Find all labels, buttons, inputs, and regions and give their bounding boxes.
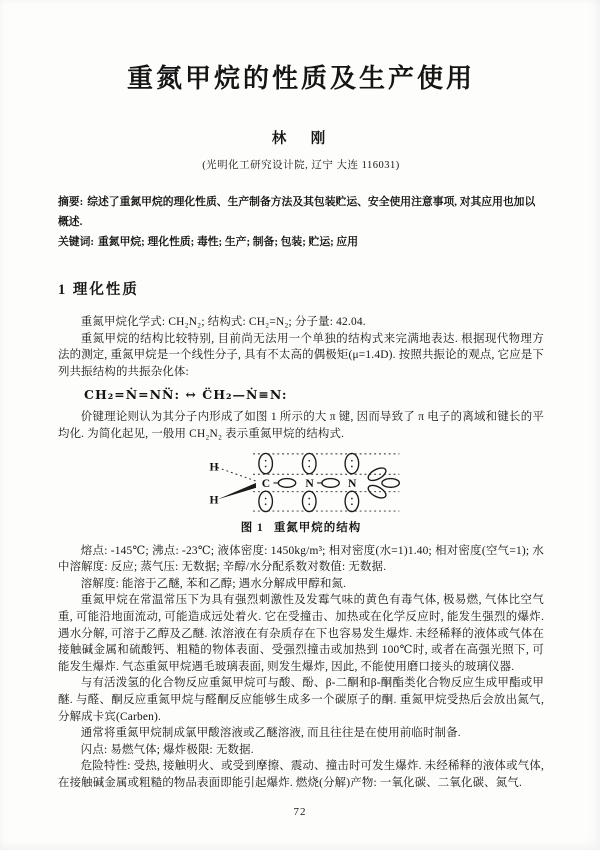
p-lobe-n1-up [302, 453, 316, 473]
paragraph-reactions: 与有活泼氢的化合物反应重氮甲烷可与酸、酚、β-二酮和β-酮酯类化合物反应生成甲酯或甲醚. 与醛、酮反应重氮甲烷与醛酮反应能够生成多一个碳原子的酮. 重氮甲烷受热后会放出氮气, 分解成卡宾(Carben). [58, 677, 544, 723]
electron-dot [264, 503, 266, 505]
atom-label-c: C [261, 476, 270, 490]
abstract-line [58, 192, 544, 232]
paragraph-solubility: 溶解度: 能溶于乙醚, 苯和乙醇; 遇水分解成甲醇和氮. [80, 577, 347, 590]
paragraph-structure-intro: 重氮甲烷的结构比较特别, 目前尚无法用一个单独的结构式来完满地表达. 根据现代物理方法的测定, 重氮甲烷是一个线性分子, 具有不太高的偶极矩(μ=1.4D). 按照共振论的观点, 它应是下列共振结构的共振杂化体: [58, 332, 544, 378]
keywords-label: 关键词: [58, 236, 94, 248]
atom-label-h-bottom: H [208, 492, 218, 506]
section-1-heading: 1 理化性质 [58, 282, 139, 298]
figure-1 [58, 451, 544, 535]
keywords-text: 重氮甲烷; 理化性质; 毒性; 生产; 制备; 包装; 贮运; 应用 [98, 236, 358, 248]
electron-dot [308, 459, 310, 461]
paragraph-flash-point: 闪点: 易燃气体; 爆炸极限: 无数据. [80, 743, 254, 756]
author-affiliation: (光明化工研究设计院, 辽宁 大连 116031) [202, 160, 400, 171]
figure-1-caption [58, 519, 544, 535]
paragraph-hazard-description: 重氮甲烷在常温常压下为具有强烈刺激性及发霉气味的黄色有毒气体, 极易燃, 气体比空气重, 可能沿地面流动, 可能造成远处着火. 它在受撞击、加热或在化学反应时, 能发生强烈的爆炸. 遇水分解, 可溶于乙醇及乙醚. 浓溶液在有杂质存在下也容易发生爆炸. 未经稀释的液体或气体在接触碱金属和硫酸钙、粗糙的物体表面、受强烈撞击或加热到 100℃时, 或者在高强光照下, 可能发生爆炸. 气态重氮甲烷遇毛玻璃表面, 则发生爆炸, 因此, 不能使用磨口接头的玻璃仪器. [58, 594, 544, 673]
p-lobe-n1-down [302, 491, 316, 511]
electron-dot [308, 503, 310, 505]
paragraph-chemical-formula: 重氮甲烷化学式: CH₂N₂; 结构式: CH₂=N₂; 分子量: 42.04. [80, 316, 366, 328]
p-lobe-n2-down [345, 491, 359, 511]
p-lobe-c-down [258, 491, 272, 511]
paragraph-physical-constants: 熔点: -145℃; 沸点: -23℃; 液体密度: 1450kg/m³; 相对密度(水=1)1.40; 相对密度(空气=1); 水中溶解度: 反应; 蒸气压: 无数据; 辛醇/水分配系数对数值: 无数据. [58, 544, 544, 574]
abstract-text: 综述了重氮甲烷的理化性质、生产制备方法及其包装贮运、安全使用注意事项, 对其应用也加以概述. [58, 196, 536, 228]
orbital-diagram [199, 451, 404, 513]
atom-label-n2: N [347, 476, 356, 490]
atom-label-h-top: H [208, 459, 218, 473]
electron-dot [264, 459, 266, 461]
lone-pair-lobe-right [381, 478, 398, 487]
author-name: 林 刚 [271, 131, 331, 147]
keywords-line [58, 232, 544, 252]
paragraph-danger-characteristics: 危险特性: 受热, 接触明火、或受到摩擦、震动、撞击时可发生爆炸. 未经稀释的液体或气体, 在接触碱金属或粗糙的物品表面即能引起爆炸. 燃烧(分解)产物: 一氧化碳、二氧化碳、氮气. [58, 760, 544, 789]
page-number: 72 [293, 806, 307, 818]
atom-label-n1: N [304, 476, 314, 490]
paragraph-preparation-note: 通常将重氮甲烷制成氯甲酸溶液或乙醚溶液, 而且往往是在使用前临时制备. [80, 727, 461, 740]
electron-dot [308, 465, 310, 467]
p-lobe-c-up [258, 453, 272, 473]
figure-1-caption-label: 图 1 [240, 521, 264, 534]
figure-1-caption-text: 重氮甲烷的结构 [273, 521, 362, 534]
electron-dot [351, 503, 353, 505]
h-c-dashed-bond [217, 467, 256, 481]
p-lobe-n2-up [345, 453, 359, 473]
electron-dot [351, 497, 353, 499]
paper-meta [58, 192, 544, 252]
electron-dot [351, 465, 353, 467]
abstract-label: 摘要: [58, 196, 84, 208]
electron-dot [351, 459, 353, 461]
paper-title: 重氮甲烷的性质及生产使用 [126, 64, 475, 93]
paragraph-valence-bond-theory: 价键理论则认为其分子内形成了如图 1 所示的大 π 键, 因而导致了 π 电子的离域和键长的平均化. 为简化起见, 一般用 CH₂N₂ 表示重氮甲烷的结构式. [58, 411, 544, 440]
electron-dot [264, 497, 266, 499]
electron-dot [308, 497, 310, 499]
resonance-structure-formula: CH₂=Ṅ=NN̈: ↔ C̈H₂—Ṅ≡N: [84, 387, 288, 403]
sigma-lobe-c-n [278, 478, 295, 487]
electron-dot [264, 465, 266, 467]
sigma-lobe-n-n [321, 478, 338, 487]
h-c-wedge-bond [217, 483, 256, 499]
